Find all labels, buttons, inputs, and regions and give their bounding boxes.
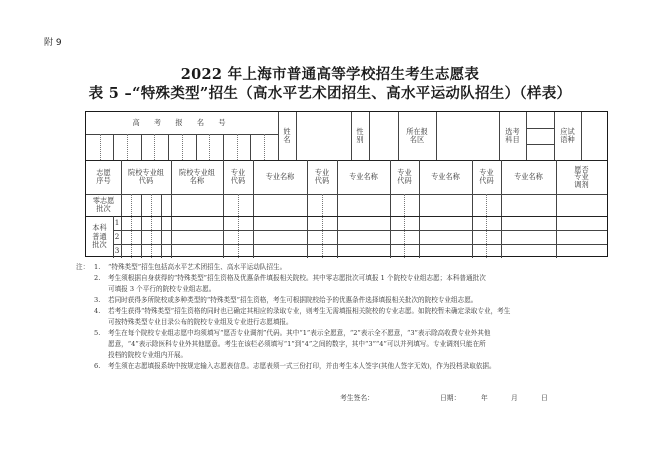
- col-header-major-code-4: 专业代码: [479, 167, 494, 185]
- row-label-zero-batch: 零志愿批次: [92, 195, 115, 213]
- col-header-major-code-3: 专业代码: [397, 167, 412, 185]
- district-field[interactable]: [436, 112, 499, 160]
- note-item: 考生在每个院校专业组志愿中均须填写“愿否专业调剂”代码。其中“1”表示全愿意，“2”表示全不愿意，“3”表示除高收费专业外其他 愿意，“4”表示除医科专业外其他愿意。考生在该栏必须填写“1”到“4”之间的数字，其中“3”“4”可以并列填写。专业调剂只能在所 投档的院校专业组内开展。: [108, 329, 491, 359]
- table-row-regular-2[interactable]: [121, 230, 607, 244]
- note-item: 考生须根据自身获得的“特殊类型”招生资格及优惠条件填报相关院校。其中零志愿批次可填报 1 个院校专业组志愿；本科普通批次 可填报 3 个平行的院校专业组志愿。: [108, 274, 486, 293]
- table-row-regular-1[interactable]: [121, 216, 607, 230]
- table-row-regular-3[interactable]: [121, 244, 607, 258]
- col-header-major-code-2: 专业代码: [314, 167, 330, 185]
- date-day-label: 日: [541, 394, 548, 402]
- signature-label: 考生签名：: [340, 394, 374, 402]
- exam-reg-no-digits[interactable]: [86, 134, 278, 160]
- exam-language-field[interactable]: [581, 112, 607, 160]
- col-header-major-name-1: 专业名称: [265, 171, 295, 181]
- date-label: 日期：: [440, 394, 461, 402]
- col-header-group-code: 院校专业组代码: [128, 167, 164, 185]
- row-number-3: 3: [114, 245, 120, 255]
- col-header-major-name-3: 专业名称: [431, 171, 460, 181]
- note-item: 若同时获得多所院校或多种类型的“特殊类型”招生资格，考生可根据院校给予的优惠条件选择填报相关批次的院校专业组志愿。: [108, 296, 478, 304]
- notes-section: 注： 1. “特殊类型”招生包括高水平艺术团招生、高水平运动队招生。 2. 考生须根据自身获得的“特殊类型”招生资格及优惠条件填报相关院校。其中零志愿批次可填报 1 个院校专业组志愿；本科普通批次 可填报 3 个平行的院校专业组志愿。 3. 若同时获得多所院校或多种类型的“特殊类型”招生资格，考生可根据院校给予的优惠条件选择填报相关批次的院校专业组志愿。 4. 若考生获得“特殊类型”招生资格的同时也已确定其相应的录取专业，则考生无需填报相关院校的专业志愿。如院校暂未确定录取专业，考生 可按特殊类型专业目录公布的院校专业组及专业进行志愿填报。 5. 考生在每个院校专业组志愿中均须填写“愿否专业调剂”代码。其中“1”表示全愿意，“2”表示全不愿意，“3”表示除高收费专业外其他 愿意，“4”表示除医科专业外其他愿意。考生在该栏必须填写“1”到“4”之间的数字，其中“3”“4”可以并列填写。专业调剂只能在所 投档的院校专业组内开展。 6. 考生须在志愿填报系统中按规定输入志愿表信息。志愿表须一式三份打印，并由考生本人签字(其他人签字无效)，作为投档录取依据。: [76, 262, 636, 372]
- col-header-major-code-1: 专业代码: [230, 167, 246, 185]
- note-item: 考生须在志愿填报系统中按规定输入志愿表信息。志愿表须一式三份打印，并由考生本人签字(其他人签字无效)，作为投档录取依据。: [108, 362, 496, 370]
- col-header-choice-no: 志愿序号: [96, 167, 111, 185]
- col-header-adjust: 愿否专业调剂: [574, 164, 589, 189]
- exam-language-label: 应试语种: [560, 126, 575, 144]
- col-header-major-name-2: 专业名称: [349, 171, 378, 181]
- gender-label: 性别: [356, 126, 364, 144]
- col-header-major-name-4: 专业名称: [514, 171, 543, 181]
- date-year-label: 年: [481, 394, 488, 402]
- elective-subjects-label: 选考科目: [505, 126, 520, 144]
- exam-reg-no-label: 高 考 报 名 号: [132, 117, 232, 127]
- gender-field[interactable]: [369, 112, 398, 160]
- row-number-2: 2: [114, 231, 120, 241]
- application-form-table: [85, 111, 608, 257]
- page-title: 2022 年上海市普通高等学校招生考生志愿表: [180, 66, 480, 83]
- name-field[interactable]: [296, 112, 351, 160]
- note-item: 若考生获得“特殊类型”招生资格的同时也已确定其相应的录取专业，则考生无需填报相关院校的专业志愿。如院校暂未确定录取专业，考生 可按特殊类型专业目录公布的院校专业组及专业进行志愿填报。: [108, 307, 511, 326]
- page-subtitle: 表 5 –“特殊类型”招生（高水平艺术团招生、高水平运动队招生）（样表）: [88, 85, 572, 102]
- row-number-1: 1: [114, 217, 120, 227]
- attachment-label: 附 9: [44, 38, 62, 48]
- elective-subjects-field[interactable]: [526, 112, 554, 160]
- notes-prefix: 注：: [76, 263, 90, 271]
- date-month-label: 月: [511, 394, 518, 402]
- note-item: “特殊类型”招生包括高水平艺术团招生、高水平运动队招生。: [108, 263, 287, 271]
- signature-field[interactable]: [378, 390, 436, 402]
- table-row-zero-batch[interactable]: [121, 194, 607, 216]
- district-label: 所在报名区: [406, 126, 428, 144]
- row-label-regular-batch: 本科普通批次: [92, 223, 107, 250]
- name-label: 姓名: [283, 126, 291, 144]
- col-header-group-name: 院校专业组名称: [179, 167, 215, 185]
